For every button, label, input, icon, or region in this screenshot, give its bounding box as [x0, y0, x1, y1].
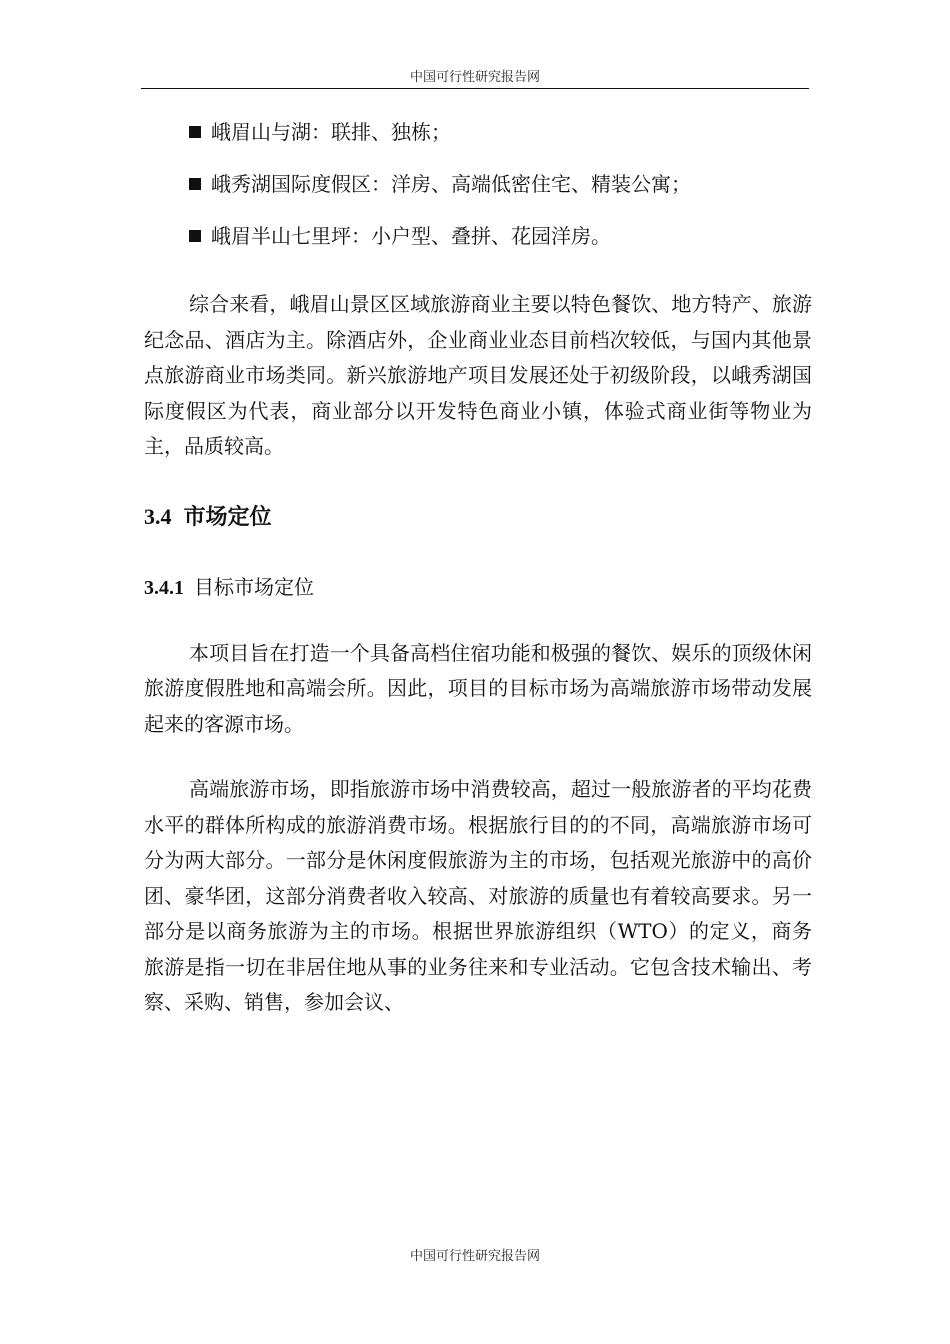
subsection-number: 3.4.1 — [144, 576, 184, 599]
bullet-text: 峨秀湖国际度假区：洋房、高端低密住宅、精装公寓； — [211, 172, 691, 196]
subsection-title: 目标市场定位 — [194, 574, 314, 599]
header-divider — [141, 88, 809, 89]
page-content — [144, 118, 812, 1021]
square-bullet-icon — [189, 178, 201, 190]
subsection-heading — [144, 573, 812, 602]
bullet-item — [189, 118, 812, 146]
bullet-item — [189, 222, 812, 250]
high-end-market-paragraph: 高端旅游市场，即指旅游市场中消费较高，超过一般旅游者的平均花费水平的群体所构成的旅游消费市场。根据旅行目的的不同，高端旅游市场可分为两大部分。一部分是休闲度假旅游为主的市场，包括观光旅游中的高价团、豪华团，这部分消费者收入较高、对旅游的质量也有着较高要求。另一部分是以商务旅游为主的市场。根据世界旅游组织（WTO）的定义，商务旅游是指一切在非居住地从事的业务往来和专业活动。它包含技术输出、考察、采购、销售，参加会议、 — [144, 777, 812, 1014]
bullet-text: 峨眉山与湖：联排、独栋； — [211, 120, 451, 144]
bullet-item — [189, 170, 812, 198]
summary-paragraph: 综合来看，峨眉山景区区域旅游商业主要以特色餐饮、地方特产、旅游纪念品、酒店为主。除酒店外，企业商业业态目前档次较低，与国内其他景点旅游商业市场类同。新兴旅游地产项目发展还处于初级阶段，以峨秀湖国际度假区为代表，商业部分以开发特色商业小镇，体验式商业街等物业为主，品质较高。 — [144, 292, 812, 458]
section-title: 市场定位 — [183, 504, 272, 530]
bullet-text: 峨眉半山七里坪：小户型、叠拼、花园洋房。 — [211, 224, 611, 248]
target-market-paragraph: 本项目旨在打造一个具备高档住宿功能和极强的餐饮、娱乐的顶级休闲旅游度假胜地和高端会所。因此，项目的目标市场为高端旅游市场带动发展起来的客源市场。 — [144, 640, 812, 736]
section-heading — [144, 502, 812, 533]
page-footer: 中国可行性研究报告网 — [409, 1249, 540, 1264]
page-header: 中国可行性研究报告网 — [409, 70, 540, 85]
square-bullet-icon — [189, 230, 201, 242]
section-number: 3.4 — [144, 503, 172, 529]
square-bullet-icon — [189, 126, 201, 138]
